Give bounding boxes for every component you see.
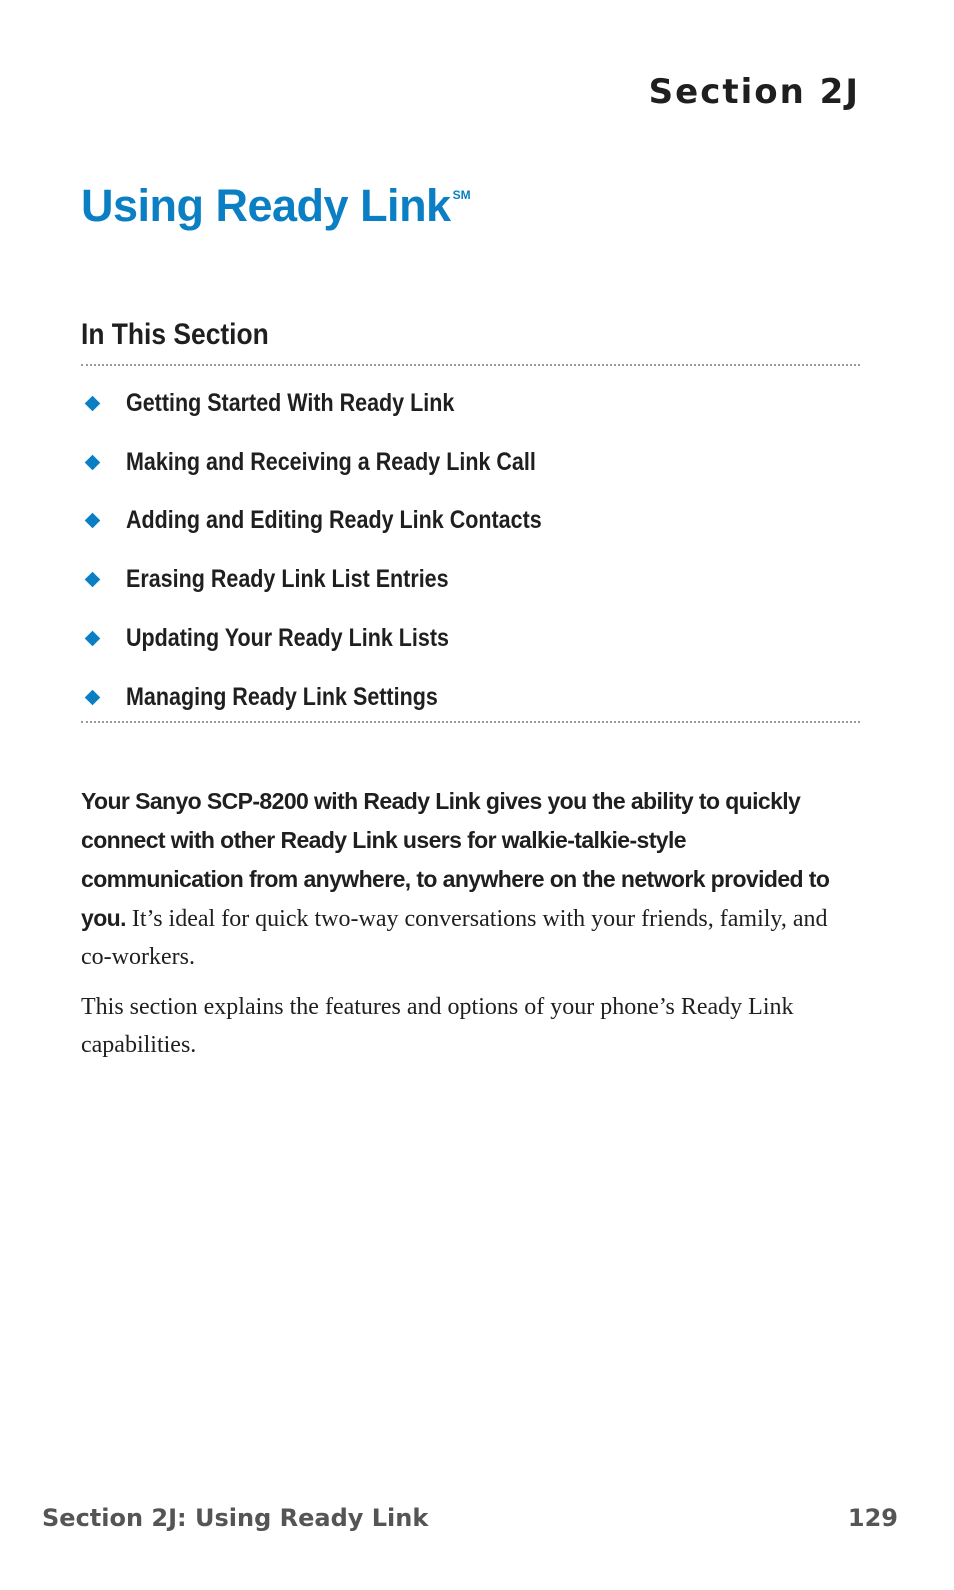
list-item: [81, 433, 860, 492]
list-item: [81, 374, 860, 433]
dotted-divider-top: [81, 364, 860, 366]
footer-section-title: Section 2J: Using Ready Link: [42, 1504, 429, 1532]
diamond-bullet-icon: [85, 513, 101, 529]
list-item-label: Getting Started With Ready Link: [126, 388, 455, 417]
section-contents-list: [81, 374, 860, 727]
diamond-bullet-icon: [85, 631, 101, 647]
dotted-divider-bottom: [81, 721, 860, 723]
list-item: [81, 609, 860, 668]
section-label: Section 2J: [648, 72, 860, 112]
diamond-bullet-icon: [85, 396, 101, 412]
page-title-text: Using Ready Link: [81, 180, 451, 231]
diamond-bullet-icon: [85, 572, 101, 588]
list-item: [81, 668, 860, 727]
overview-paragraph: This section explains the features and options of your phone’s Ready Link capabilities.: [81, 994, 794, 1058]
list-item-label: Updating Your Ready Link Lists: [126, 624, 449, 653]
list-item-label: Adding and Editing Ready Link Contacts: [126, 506, 542, 535]
list-item-label: Managing Ready Link Settings: [126, 682, 438, 711]
list-item-label: Making and Receiving a Ready Link Call: [126, 447, 536, 476]
service-mark: SM: [452, 188, 471, 202]
page-title: [81, 180, 471, 232]
intro-lead-text: Your Sanyo SCP-8200 with Ready Link gives you the ability to quickly connect with other Ready Link users for walkie-talkie-style communication from anywhere, to anywhere on the network provided to you.: [81, 788, 830, 931]
list-item-label: Erasing Ready Link List Entries: [126, 565, 449, 594]
intro-paragraph: [81, 782, 841, 976]
page-number: 129: [847, 1504, 898, 1532]
intro-rest-text: It’s ideal for quick two-way conversations with your friends, family, and co-workers.: [81, 906, 828, 970]
list-item: [81, 492, 860, 551]
list-item: [81, 550, 860, 609]
in-this-section-heading: In This Section: [81, 318, 269, 351]
diamond-bullet-icon: [85, 690, 101, 706]
diamond-bullet-icon: [85, 454, 101, 470]
